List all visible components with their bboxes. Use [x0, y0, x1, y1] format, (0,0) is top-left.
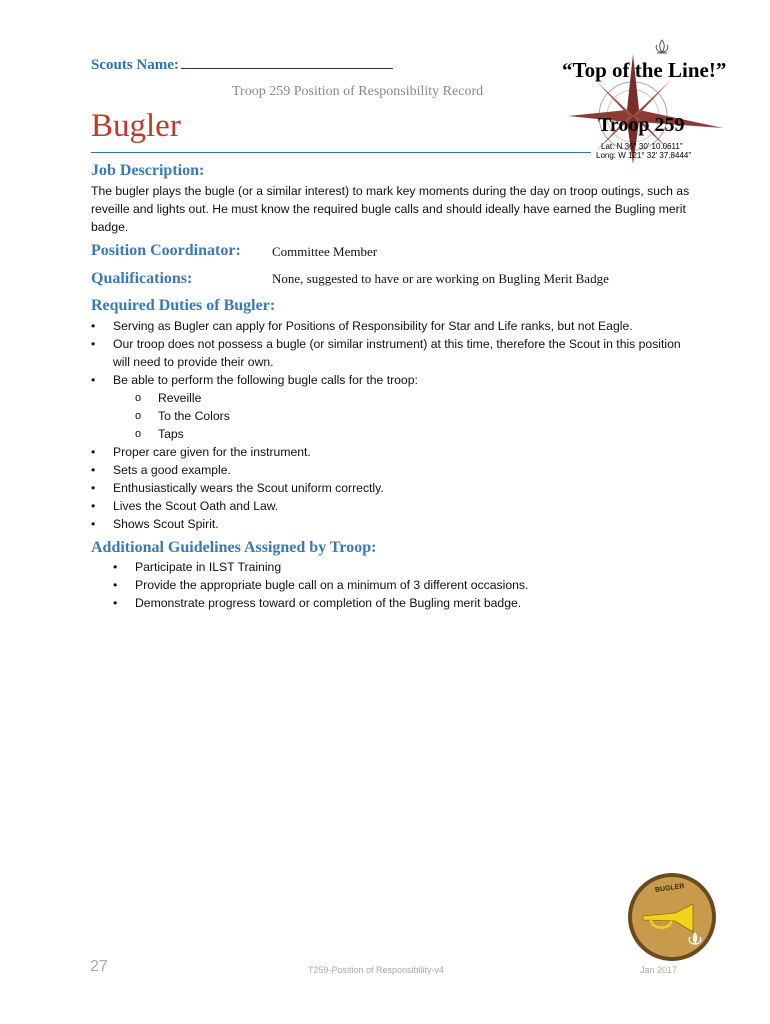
job-description-text: The bugler plays the bugle (or a similar interest) to mark key moments during the day on troop outings, such as reveille and lights out. He must know the required bugle calls and should ideally have earned the Bugling merit badge.: [91, 184, 690, 234]
badge-label: BUGLER: [654, 882, 685, 895]
document-subtitle: Troop 259 Position of Responsibility Record: [232, 84, 484, 99]
guideline-item: • Provide the appropriate bugle call on a minimum of 3 different occasions.: [113, 576, 673, 594]
bugle-call-item: o To the Colors: [113, 407, 681, 425]
duty-item: • Serving as Bugler can apply for Positions of Responsibility for Star and Life ranks, but not Eagle.: [91, 317, 681, 335]
page-number: 27: [90, 958, 108, 975]
duty-item: • Shows Scout Spirit.: [91, 515, 681, 533]
footer-document-name: T259-Position of Responsibility-v4: [308, 965, 445, 975]
guideline-item: • Demonstrate progress toward or completion of the Bugling merit badge.: [113, 594, 673, 612]
additional-guidelines-list: [113, 558, 673, 612]
required-duties-list: [91, 317, 681, 533]
logo-latitude: Lat: N 36° 30' 10.0611": [601, 142, 683, 151]
position-coordinator-heading: Position Coordinator:: [91, 242, 241, 259]
job-description-heading: Job Description:: [91, 162, 205, 179]
logo-tagline: “Top of the Line!”: [562, 58, 727, 82]
duty-item: • Sets a good example.: [91, 461, 681, 479]
qualifications-heading: Qualifications:: [91, 270, 193, 287]
logo-longitude: Long: W 121° 32' 37.8444": [596, 151, 692, 160]
compass-point-northwest: [596, 81, 633, 116]
title-divider: [91, 152, 591, 153]
page-title: Bugler: [91, 108, 181, 144]
logo-troop-name: Troop 259: [598, 114, 685, 136]
required-duties-heading: Required Duties of Bugler:: [91, 297, 276, 314]
duty-item-text: Be able to perform the following bugle calls for the troop:: [113, 373, 418, 387]
qualifications-value: None, suggested to have or are working on Bugling Merit Badge: [272, 271, 609, 286]
duty-item: • Enthusiastically wears the Scout uniform correctly.: [91, 479, 681, 497]
duty-item: • Proper care given for the instrument.: [91, 443, 681, 461]
duty-item: • Our troop does not possess a bugle (or similar instrument) at this time, therefore the Scout in this position will need to provide their own.: [91, 335, 681, 371]
scouts-name-blank-line: [181, 56, 393, 69]
duty-item: • Lives the Scout Oath and Law.: [91, 497, 681, 515]
scouts-name-label: Scouts Name:: [91, 57, 179, 73]
fleur-de-lis-icon: [656, 40, 668, 53]
additional-guidelines-heading: Additional Guidelines Assigned by Troop:: [91, 539, 377, 556]
guideline-item: • Participate in ILST Training: [113, 558, 673, 576]
bugle-calls-list: [113, 389, 681, 443]
compass-point-northeast: [633, 81, 670, 116]
footer-date: Jan 2017: [640, 965, 678, 975]
duty-item-bugle-calls: [91, 371, 681, 443]
bugle-call-item: o Taps: [113, 425, 681, 443]
bugle-call-item: o Reveille: [113, 389, 681, 407]
scouts-name-field: [91, 56, 393, 74]
position-coordinator-value: Committee Member: [272, 244, 378, 259]
